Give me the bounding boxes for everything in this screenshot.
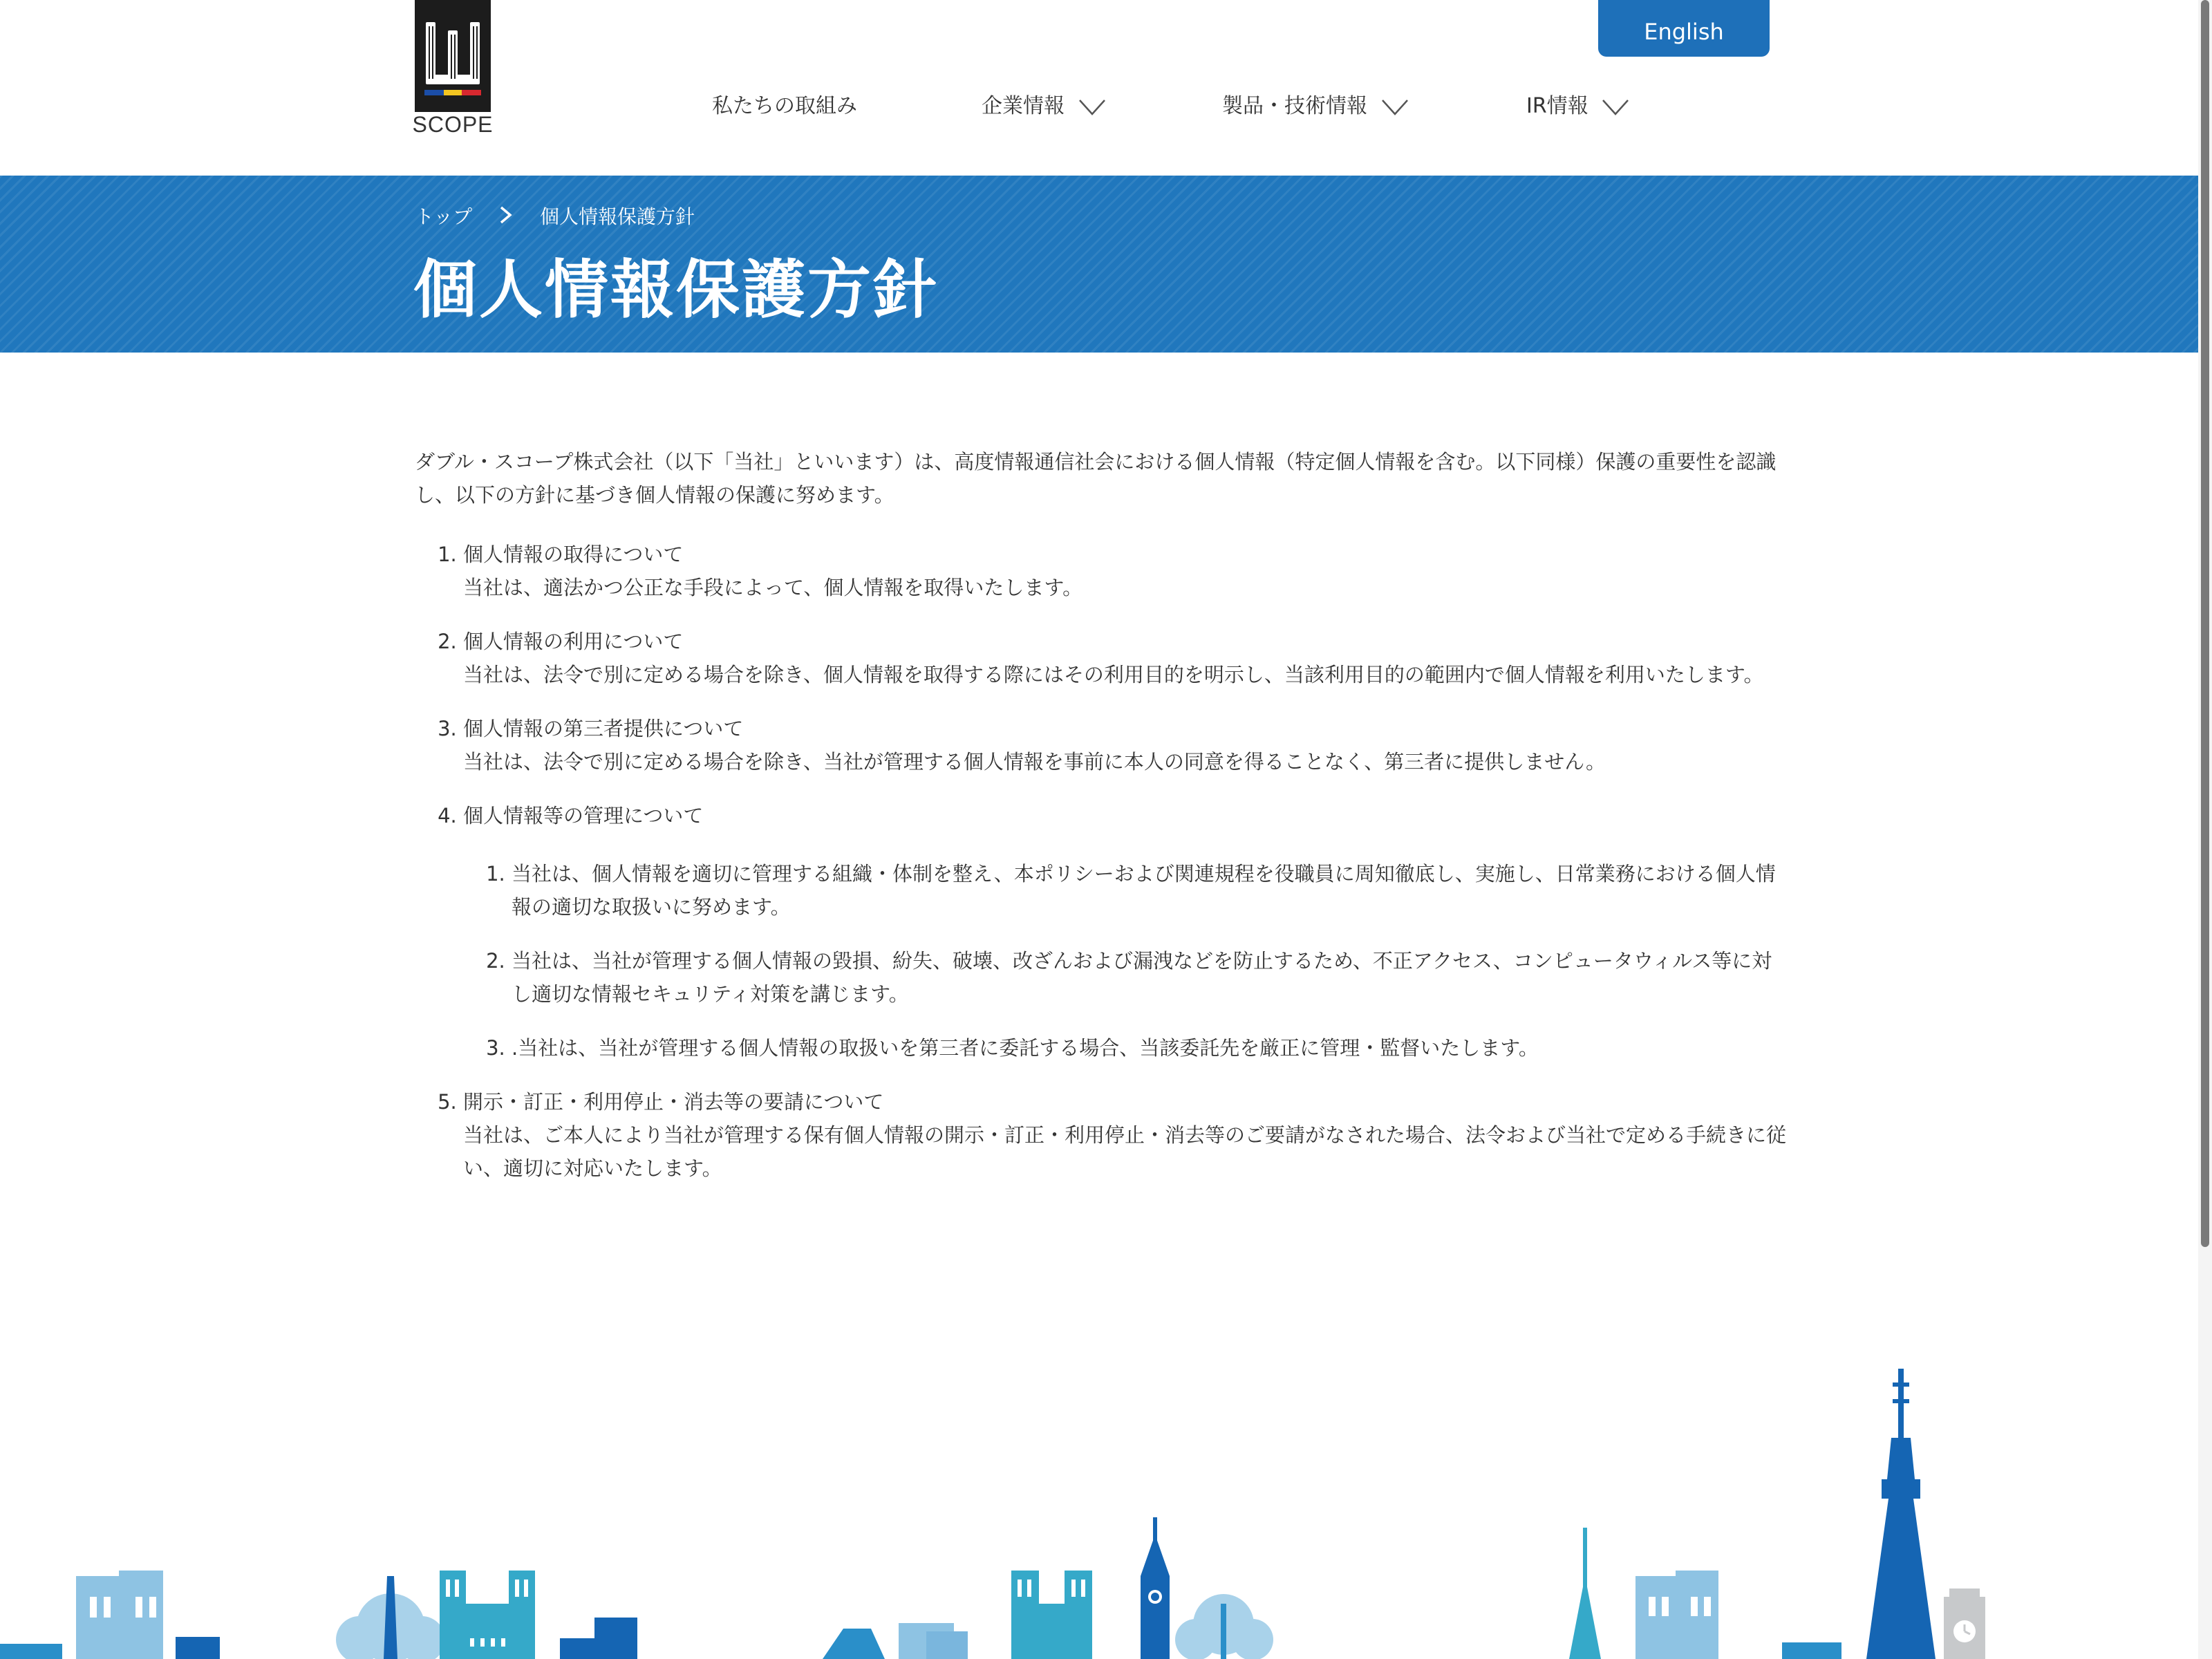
- list-item-title: 2. 個人情報の利用について: [463, 630, 684, 653]
- page-scrollbar[interactable]: [2198, 0, 2212, 1659]
- logo-w-icon: [424, 21, 481, 104]
- building-icon: [440, 1571, 535, 1659]
- breadcrumb-current: 個人情報保護方針: [539, 205, 695, 228]
- list-item: [463, 712, 1790, 778]
- list-item-body: 当社は、ご本人により当社が管理する保有個人情報の開示・訂正・利用停止・消去等のご要請がなされた場合、法令および当社で定める手続きに従い、適切に対応いたします。: [463, 1123, 1787, 1180]
- list-item-body: 当社は、法令で別に定める場合を除き、個人情報を取得する際にはその利用目的を明示し、当該利用目的の範囲内で個人情報を利用いたします。: [463, 663, 1764, 686]
- list-item-body: 当社は、法令で別に定める場合を除き、当社が管理する個人情報を事前に本人の同意を得ることなく、第三者に提供しません。: [463, 750, 1606, 774]
- skytree-icon: [1866, 1369, 1936, 1659]
- sub-list: [463, 857, 1790, 1065]
- sub-list-item: 2. 当社は、当社が管理する個人情報の毀損、紛失、破壊、改ざんおよび漏洩などを防止するため、不正アクセス、コンピュータウィルス等に対し適切な情報セキュリティ対策を講じます。: [512, 944, 1790, 1011]
- breadcrumb: [415, 200, 695, 234]
- clock-tower-icon: [1141, 1517, 1170, 1659]
- logo-mark: [415, 0, 491, 112]
- building-icon: [1011, 1571, 1092, 1659]
- company-logo[interactable]: [412, 0, 494, 140]
- house-icon: [1635, 1571, 1718, 1659]
- chevron-down-icon: [1381, 99, 1409, 115]
- list-item-title: 5. 開示・訂正・利用停止・消去等の要請について: [463, 1090, 884, 1114]
- scrollbar-thumb[interactable]: [2201, 0, 2209, 1247]
- chevron-down-icon: [1602, 99, 1629, 115]
- nav-item-initiatives[interactable]: [712, 87, 857, 126]
- english-button[interactable]: English: [1598, 0, 1770, 57]
- sub-list-item: 3. .当社は、当社が管理する個人情報の取扱いを第三者に委託する場合、当該委託先を厳正に管理・監督いたします。: [512, 1031, 1790, 1065]
- list-item-title: 1. 個人情報の取得について: [463, 543, 684, 566]
- clock-building-icon: [1944, 1588, 1985, 1659]
- nav-item-label: 私たちの取組み: [712, 94, 857, 118]
- nav-item-ir[interactable]: [1526, 87, 1629, 126]
- list-item-title: 3. 個人情報の第三者提供について: [463, 717, 744, 740]
- nav-item-products[interactable]: [1222, 87, 1409, 126]
- list-item-title: 4. 個人情報等の管理について: [463, 804, 704, 827]
- page-hero: [0, 176, 2212, 353]
- tree-icon: [336, 1576, 445, 1659]
- breadcrumb-separator-icon: [499, 201, 513, 234]
- breadcrumb-home-link[interactable]: トップ: [415, 205, 473, 228]
- nav-item-label: 企業情報: [982, 94, 1065, 118]
- nav-item-label: 製品・技術情報: [1222, 94, 1367, 118]
- sub-list-item: 1. 当社は、個人情報を適切に管理する組織・体制を整え、本ポリシーおよび関連規程を役職員に周知徹底し、実施し、日常業務における個人情報の適切な取扱いに努めます。: [512, 857, 1790, 924]
- policy-content: [415, 445, 1790, 1206]
- intro-paragraph: ダブル・スコープ株式会社（以下「当社」といいます）は、高度情報通信社会における個人情報（特定個人情報を含む。以下同様）保護の重要性を認識し、以下の方針に基づき個人情報の保護に努めます。: [415, 450, 1777, 507]
- city-skyline-illustration: [0, 1369, 2212, 1659]
- chevron-down-icon: [1078, 99, 1106, 115]
- nav-item-label: IR情報: [1526, 94, 1588, 118]
- list-item: [463, 625, 1790, 691]
- house-icon: [76, 1571, 163, 1659]
- tower-icon: [1569, 1528, 1601, 1659]
- tree-icon: [1175, 1594, 1273, 1659]
- list-item-body: 当社は、適法かつ公正な手段によって、個人情報を取得いたします。: [463, 576, 1083, 599]
- nav-item-company[interactable]: [982, 87, 1106, 126]
- list-item: [463, 799, 1790, 1065]
- logo-text: SCOPE: [412, 112, 494, 137]
- policy-list: [415, 538, 1790, 1185]
- list-item: [463, 1085, 1790, 1185]
- list-item: [463, 538, 1790, 604]
- page-title: 個人情報保護方針: [413, 253, 939, 327]
